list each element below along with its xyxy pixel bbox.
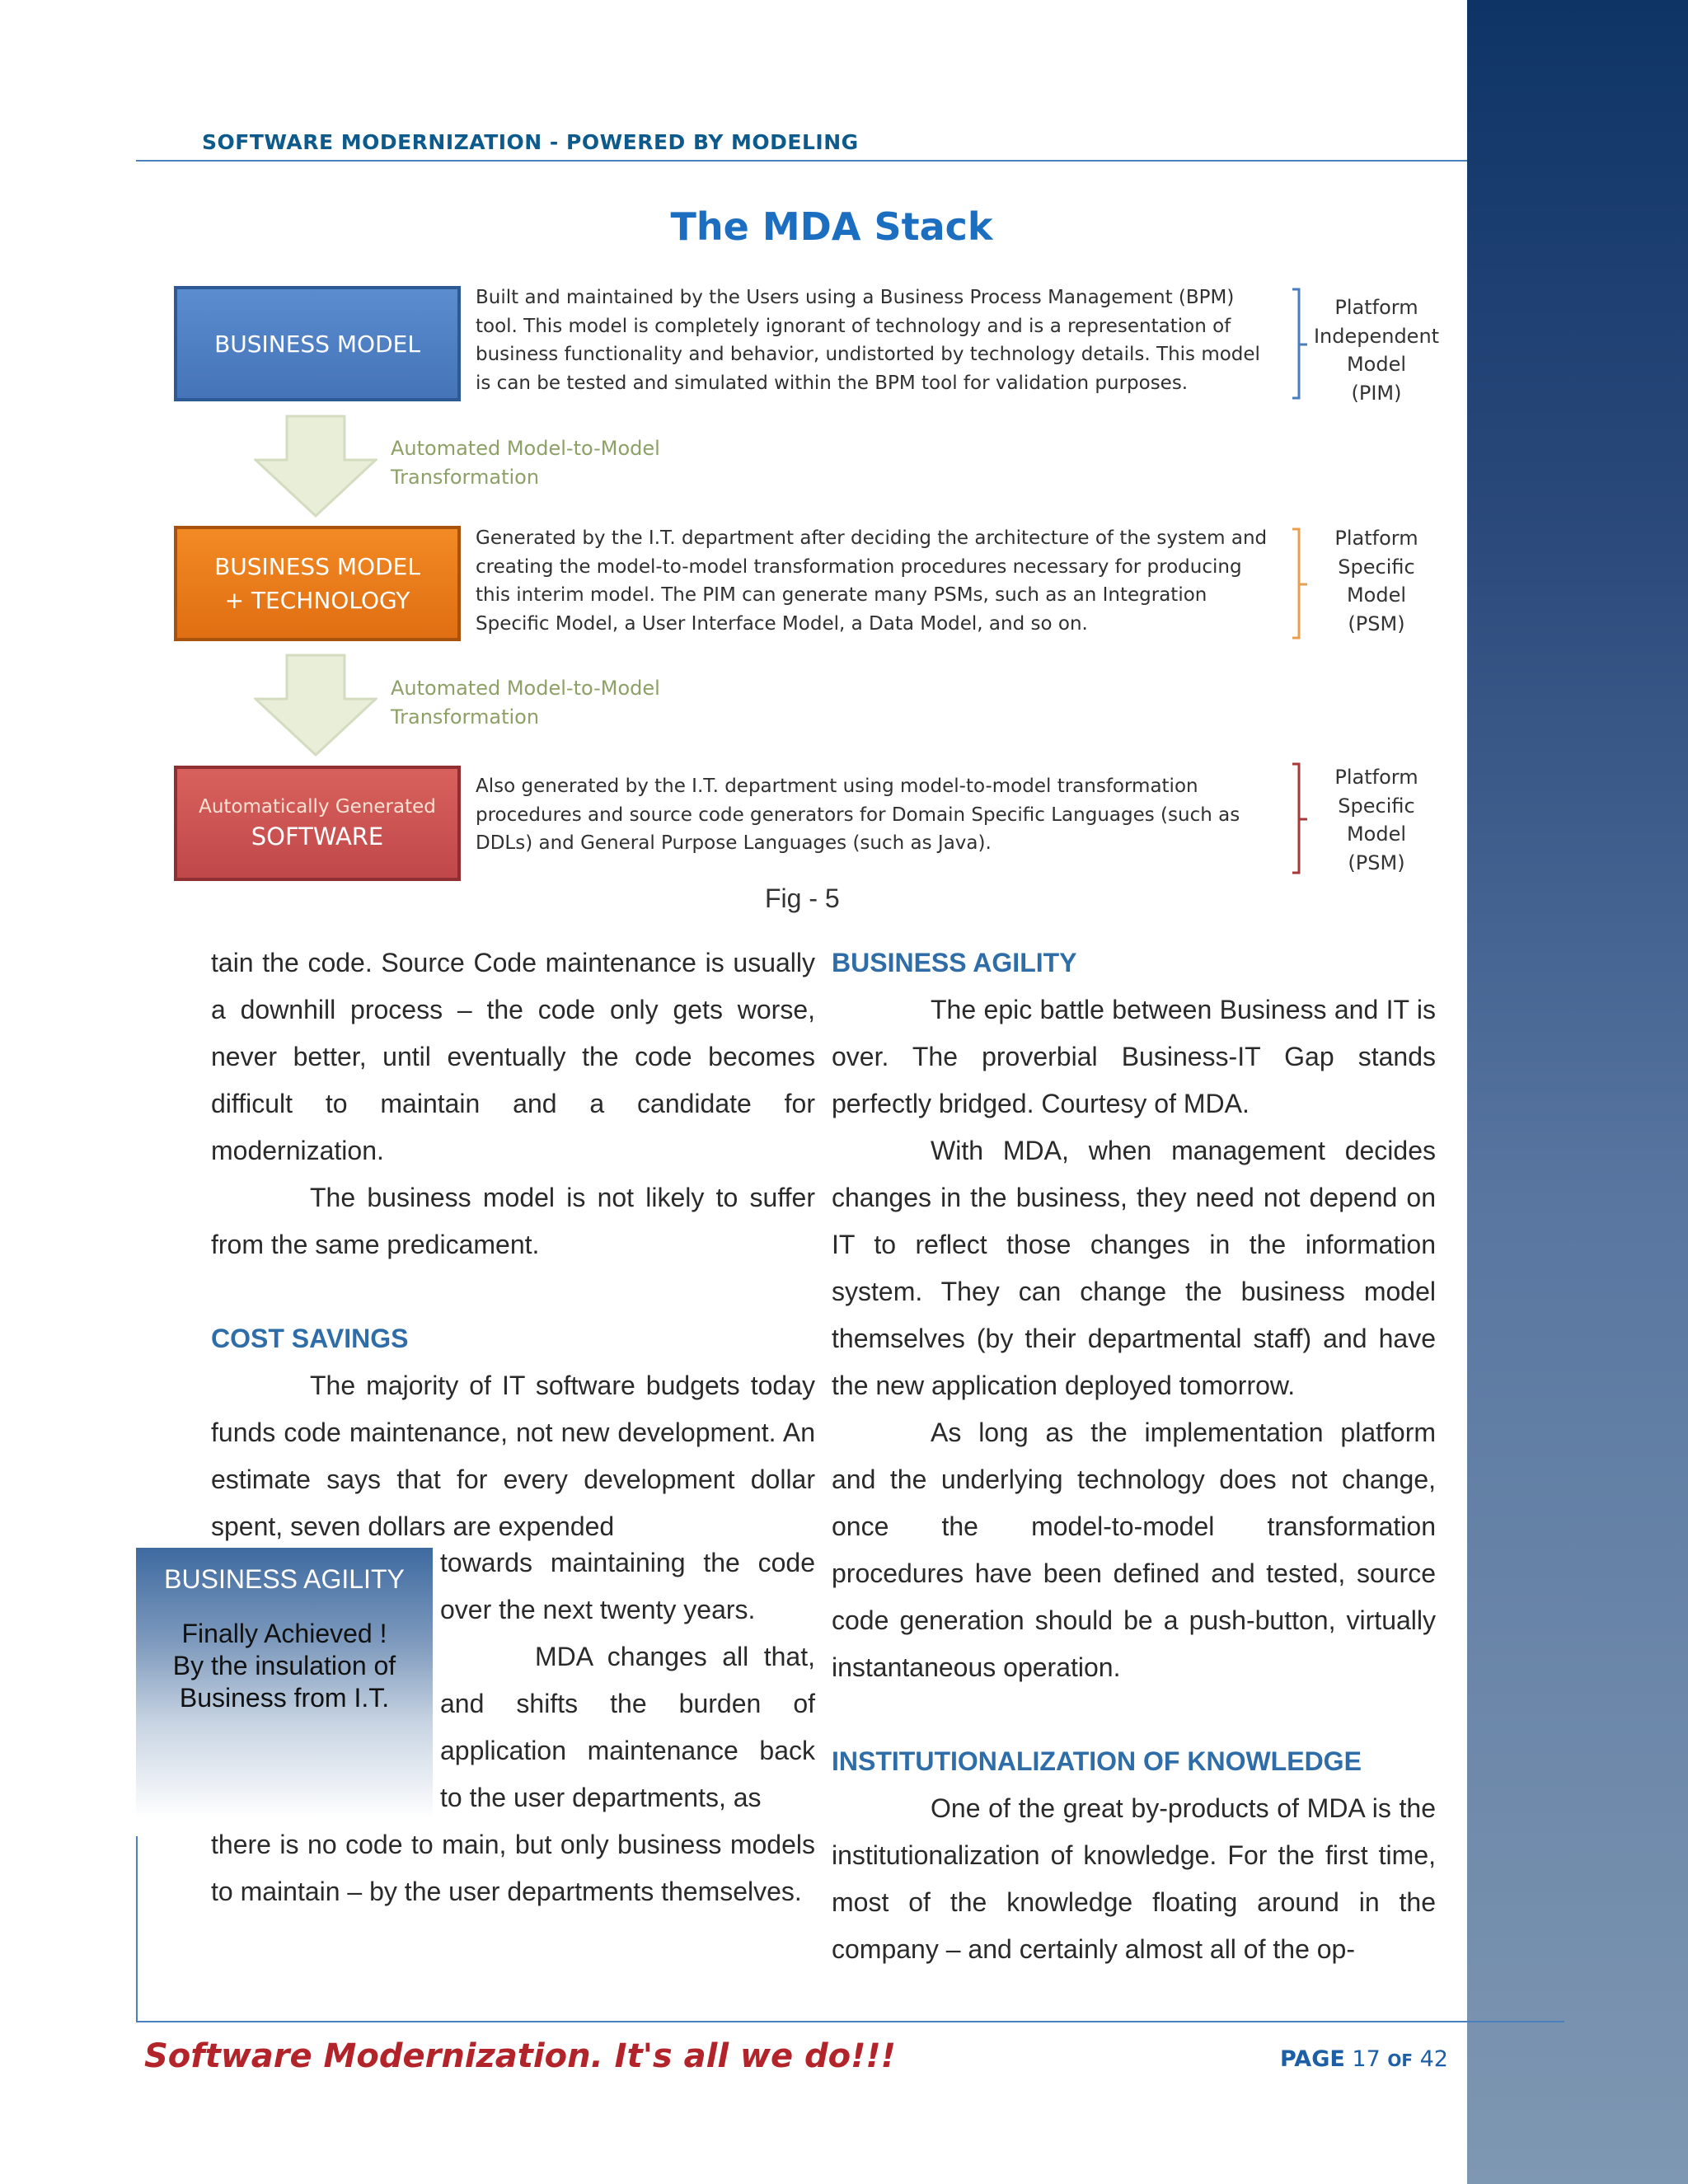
paragraph: The majority of IT software budgets today funds code maintenance, not new development. An estimate says that for every development dollar spent, seven dollars are expended: [211, 1371, 815, 1541]
business-technology-description: Generated by the I.T. department after deciding the architecture of the system and creating the model-to-model transformation procedures necessary for producing this interim model. The PIM can generate many PSMs, such as an Integration Specific Model, a User Interface Model, a Data Model, and so on.: [476, 527, 1268, 635]
paragraph: there is no code to main, but only business models to maintain – by the user departments themselves.: [211, 1830, 815, 1906]
paragraph: tain the code. Source Code maintenance is usually a downhill process – the code only gets worse, never better, until eventually the code becomes difficult to maintain and a candidate for modernization.: [211, 948, 815, 1165]
left-margin-rule: [136, 1836, 138, 2022]
paragraph: As long as the implementation platform and the underlying technology does not change, once the model-to-model transformation procedures have been defined and tested, source code generation should be a push-button, virtually instantaneous operation.: [832, 1418, 1436, 1682]
page-number: PAGE 17 OF 42: [1280, 2046, 1448, 2072]
wrapped-text: [440, 1540, 815, 1821]
business-model-box: [174, 286, 461, 401]
callout-body: Finally Achieved ! By the insulation of Business from I.T.: [172, 1619, 396, 1713]
paragraph: One of the great by-products of MDA is the institutionalization of knowledge. For the first time, most of the knowledge floating around in the company – and certainly almost all of the op-: [832, 1793, 1436, 1964]
box-label: + TECHNOLOGY: [224, 587, 410, 614]
box-label: SOFTWARE: [251, 823, 384, 851]
business-technology-box: [174, 526, 461, 641]
psm-label: Platform Specific Model (PSM): [1334, 527, 1418, 635]
generated-software-description: Also generated by the I.T. department using model-to-model transformation procedures and source code generators for Domain Specific Languages (such as DDLs) and General Purpose Languages (such as Java).: [476, 776, 1240, 854]
down-arrow-icon: [254, 415, 377, 518]
generated-software-box: [174, 766, 461, 881]
callout-box: [136, 1548, 433, 1820]
pim-label: Platform Independent Model (PIM): [1313, 296, 1440, 405]
business-model-description: Built and maintained by the Users using a Business Process Management (BPM) tool. This model is completely ignorant of technology and is a representation of business functionality and behavior, undistorted by technology details. This model is can be tested and simulated within the BPM tool for validation purposes.: [476, 287, 1260, 394]
figure-caption: Fig - 5: [765, 883, 840, 913]
down-arrow-icon: [254, 654, 377, 757]
footer-rule: [136, 2021, 1564, 2022]
psm-label: Platform Specific Model (PSM): [1334, 766, 1418, 874]
callout-title: BUSINESS AGILITY: [164, 1564, 405, 1594]
left-column: [211, 940, 815, 1550]
box-label: Automatically Generated: [199, 796, 436, 818]
paragraph: towards maintaining the code over the next twenty years.: [440, 1548, 815, 1624]
running-head: SOFTWARE MODERNIZATION - POWERED BY MODELING: [202, 130, 859, 154]
box-label: BUSINESS MODEL: [214, 330, 420, 358]
left-column-tail: [211, 1821, 815, 1915]
transformation-label: Automated Model-to-Model Transformation: [391, 677, 660, 729]
figure-title: The MDA Stack: [670, 204, 993, 249]
section-heading: INSTITUTIONALIZATION OF KNOWLEDGE: [832, 1746, 1362, 1776]
header-rule: [136, 160, 1467, 162]
right-column: [832, 940, 1436, 1973]
footer-tagline: Software Modernization. It's all we do!!!: [144, 2037, 896, 2075]
paragraph: The business model is not likely to suffer from the same predicament.: [211, 1183, 815, 1259]
section-heading: COST SAVINGS: [211, 1324, 409, 1353]
transformation-label: Automated Model-to-Model Transformation: [391, 437, 660, 489]
paragraph: With MDA, when management decides changes in the business, they need not depend on IT to reflect those changes in the information system. They can change the business model themselves (by their departmental staff) and have the new application deployed tomorrow.: [832, 1136, 1436, 1400]
box-label: BUSINESS MODEL: [214, 553, 420, 580]
paragraph: The epic battle between Business and IT is over. The proverbial Business-IT Gap stands perfectly bridged. Courtesy of MDA.: [832, 995, 1436, 1118]
decorative-side-band: [1467, 0, 1688, 2184]
section-heading: BUSINESS AGILITY: [832, 948, 1077, 977]
paragraph: MDA changes all that, and shifts the burden of application maintenance back to the user departments, as: [440, 1642, 815, 1812]
